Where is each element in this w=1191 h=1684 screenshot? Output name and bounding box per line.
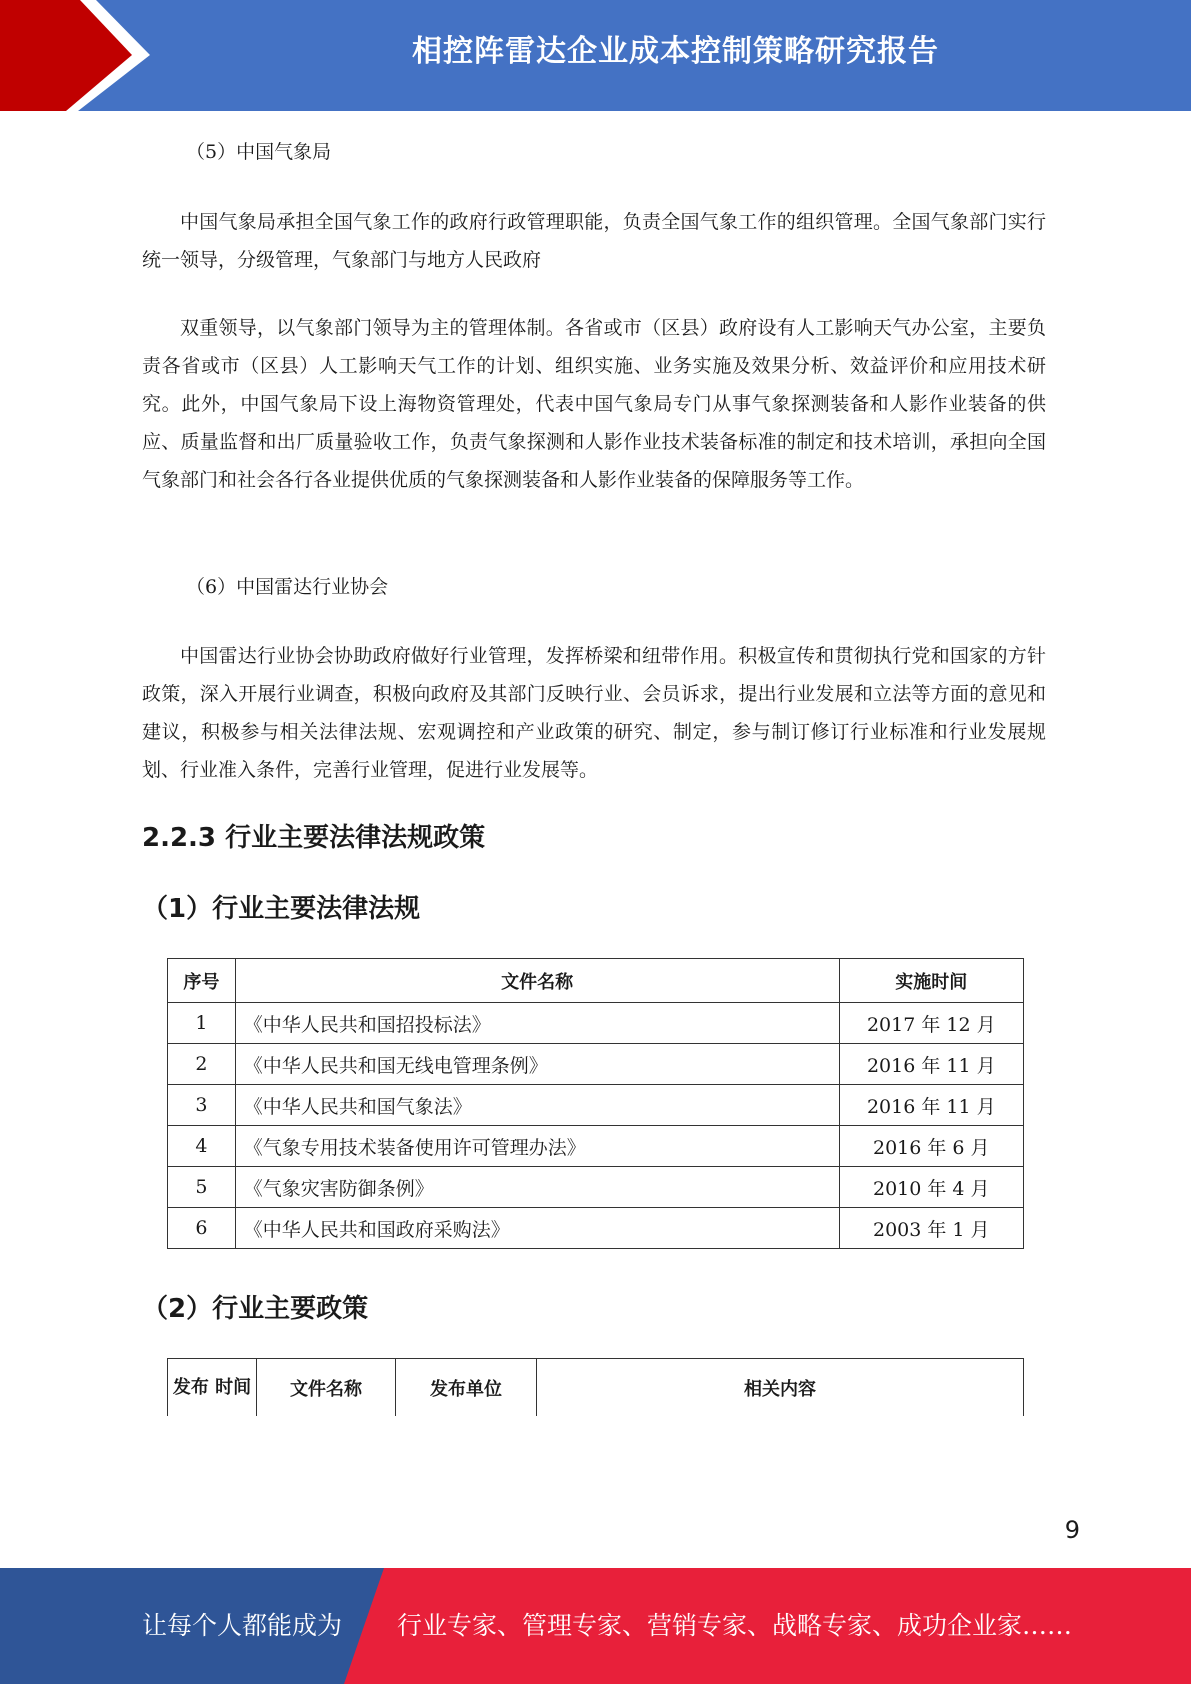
law-date: 2016 年 11 月 bbox=[839, 1085, 1023, 1126]
table-row bbox=[168, 1003, 1024, 1044]
laws-table bbox=[167, 958, 1024, 1249]
policies-header-publisher: 发布单位 bbox=[396, 1359, 537, 1417]
law-name: 《中华人民共和国无线电管理条例》 bbox=[235, 1044, 839, 1085]
law-name: 《中华人民共和国招投标法》 bbox=[235, 1003, 839, 1044]
page-number: 9 bbox=[1064, 1516, 1080, 1544]
policies-table bbox=[167, 1358, 1024, 1416]
section-heading-2-2-3: 2.2.3 行业主要法律法规政策 bbox=[142, 823, 486, 853]
law-name: 《气象灾害防御条例》 bbox=[235, 1167, 839, 1208]
item6-title: （6）中国雷达行业协会 bbox=[186, 576, 389, 598]
item6-paragraph: 中国雷达行业协会协助政府做好行业管理，发挥桥梁和纽带作用。积极宣传和贯彻执行党和国家的方针政策，深入开展行业调查，积极向政府及其部门反映行业、会员诉求，提出行业发展和立法等方面的意见和建议，积极参与相关法律法规、宏观调控和产业政策的研究、制定，参与制订修订行业标准和行业发展规划、行业准入条件，完善行业管理，促进行业发展等。 bbox=[142, 645, 1046, 781]
footer-slogan-left: 让每个人都能成为 bbox=[142, 1611, 343, 1640]
laws-header-number: 序号 bbox=[168, 959, 236, 1003]
item5-paragraph-1: 中国气象局承担全国气象工作的政府行政管理职能，负责全国气象工作的组织管理。全国气象部门实行统一领导，分级管理，气象部门与地方人民政府 bbox=[142, 211, 1046, 271]
law-date: 2003 年 1 月 bbox=[839, 1208, 1023, 1249]
page-footer bbox=[0, 1568, 1191, 1684]
law-number: 4 bbox=[168, 1126, 236, 1167]
table-row bbox=[168, 1085, 1024, 1126]
page-header bbox=[0, 0, 1191, 111]
law-number: 1 bbox=[168, 1003, 236, 1044]
law-date: 2017 年 12 月 bbox=[839, 1003, 1023, 1044]
law-date: 2016 年 11 月 bbox=[839, 1044, 1023, 1085]
policies-table-header-row bbox=[168, 1359, 1024, 1417]
laws-header-date: 实施时间 bbox=[839, 959, 1023, 1003]
laws-header-name: 文件名称 bbox=[235, 959, 839, 1003]
table-row bbox=[168, 1167, 1024, 1208]
policies-header-name: 文件名称 bbox=[257, 1359, 396, 1417]
law-date: 2010 年 4 月 bbox=[839, 1167, 1023, 1208]
law-number: 3 bbox=[168, 1085, 236, 1126]
law-number: 2 bbox=[168, 1044, 236, 1085]
law-name: 《中华人民共和国政府采购法》 bbox=[235, 1208, 839, 1249]
item5-title: （5）中国气象局 bbox=[186, 141, 332, 163]
report-title: 相控阵雷达企业成本控制策略研究报告 bbox=[412, 34, 939, 69]
table-row bbox=[168, 1126, 1024, 1167]
table-row bbox=[168, 1044, 1024, 1085]
laws-table-header-row bbox=[168, 959, 1024, 1003]
policies-header-content: 相关内容 bbox=[537, 1359, 1024, 1417]
law-number: 6 bbox=[168, 1208, 236, 1249]
law-number: 5 bbox=[168, 1167, 236, 1208]
law-name: 《气象专用技术装备使用许可管理办法》 bbox=[235, 1126, 839, 1167]
heading-policies: （2）行业主要政策 bbox=[142, 1294, 369, 1324]
table-row bbox=[168, 1208, 1024, 1249]
heading-laws: （1）行业主要法律法规 bbox=[142, 894, 421, 924]
policies-header-date: 发布 时间 bbox=[168, 1359, 257, 1417]
law-date: 2016 年 6 月 bbox=[839, 1126, 1023, 1167]
footer-slogan-right: 行业专家、管理专家、营销专家、战略专家、成功企业家…… bbox=[397, 1611, 1073, 1640]
law-name: 《中华人民共和国气象法》 bbox=[235, 1085, 839, 1126]
item5-paragraph-2: 双重领导，以气象部门领导为主的管理体制。各省或市（区县）政府设有人工影响天气办公室，主要负责各省或市（区县）人工影响天气工作的计划、组织实施、业务实施及效果分析、效益评价和应用技术研究。此外，中国气象局下设上海物资管理处，代表中国气象局专门从事气象探测装备和人影作业装备的供应、质量监督和出厂质量验收工作，负责气象探测和人影作业技术装备标准的制定和技术培训，承担向全国气象部门和社会各行各业提供优质的气象探测装备和人影作业装备的保障服务等工作。 bbox=[142, 317, 1046, 491]
header-chevron-decoration bbox=[0, 0, 160, 111]
